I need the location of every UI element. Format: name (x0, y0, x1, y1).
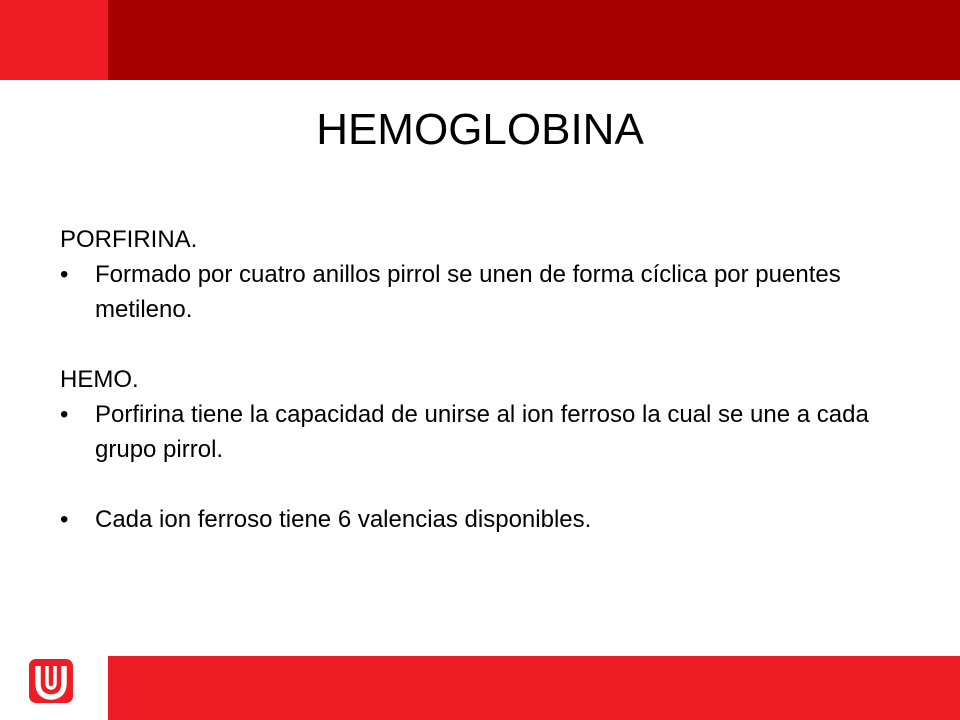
slide-title: HEMOGLOBINA (316, 105, 644, 154)
bullet-text: Formado por cuatro anillos pirrol se unen de forma cíclica por puentes metileno. (95, 261, 841, 323)
header-bar (108, 0, 960, 80)
bullet-marker: • (60, 401, 69, 428)
bullet-marker: • (60, 261, 69, 288)
bullet-marker: • (60, 506, 69, 533)
bullet-text: Porfirina tiene la capacidad de unirse al ion ferroso la cual se une a cada grupo pirrol. (95, 401, 869, 463)
slide-body (60, 222, 900, 537)
bullet-item (60, 502, 900, 537)
section-heading-porfirina: PORFIRINA. (60, 226, 198, 253)
u-logo-icon (29, 659, 73, 703)
section-heading-hemo: HEMO. (60, 366, 139, 393)
footer-bar (108, 656, 960, 720)
bullet-item (60, 397, 900, 467)
bullet-item (60, 257, 900, 327)
header-accent-block (0, 0, 108, 80)
bullet-text: Cada ion ferroso tiene 6 valencias disponibles. (95, 506, 592, 533)
